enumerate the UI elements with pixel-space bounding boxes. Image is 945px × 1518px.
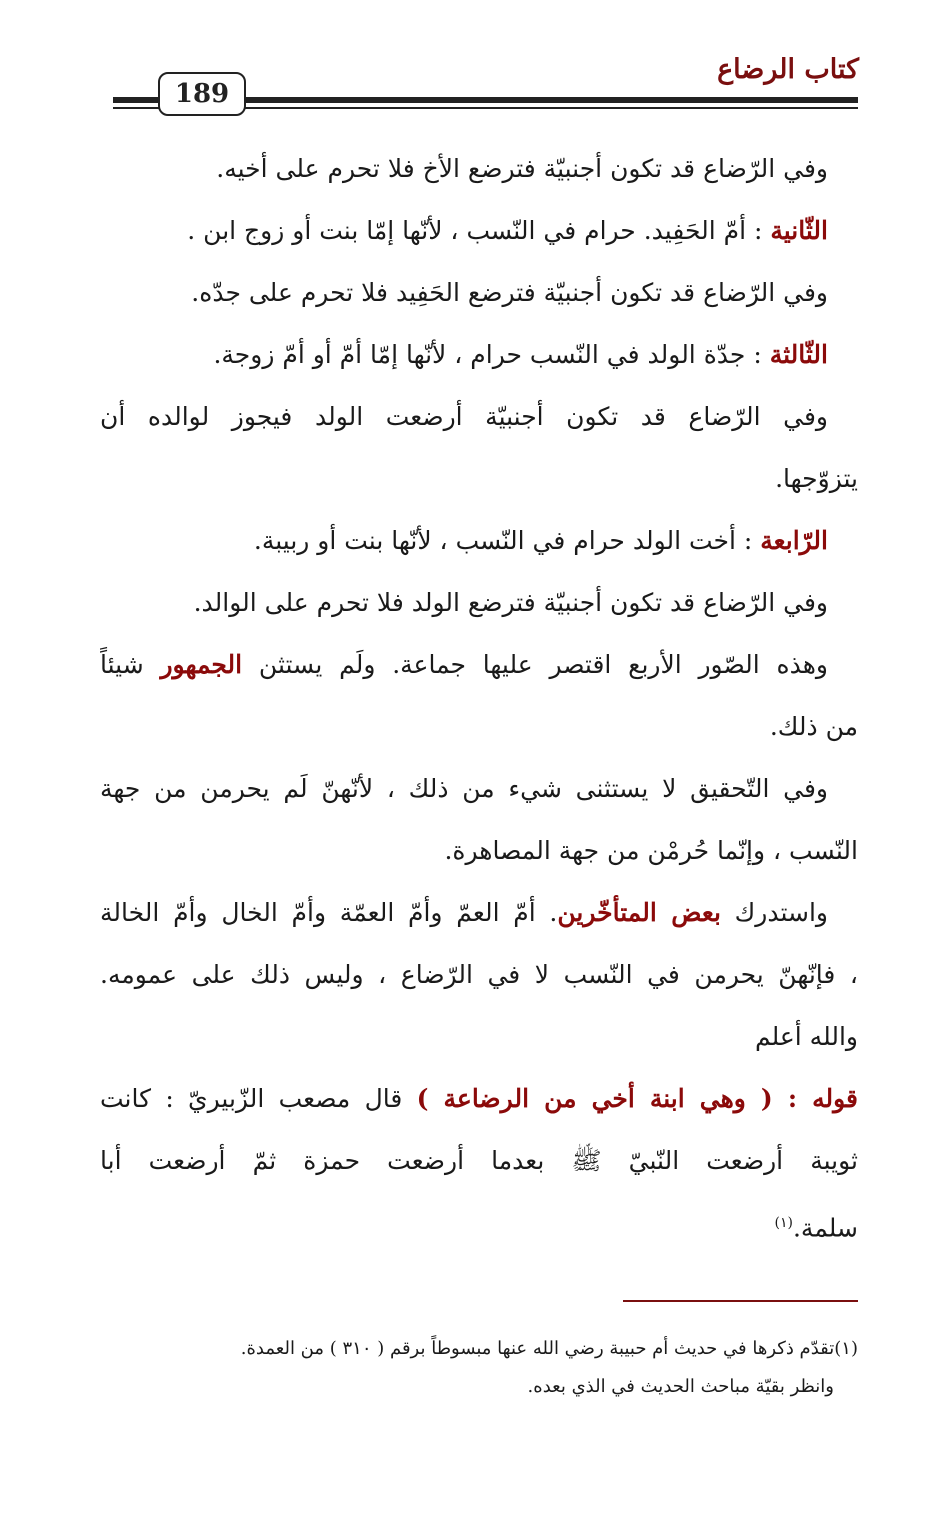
paragraph-line: ، فإنّهنّ يحرمن في النّسب لا في الرّضاع ، وليس ذلك على عمومه.	[100, 960, 858, 989]
paragraph-line: وفي الرّضاع قد تكون أجنبيّة فترضع الحَفِيد فلا تحرم على جدّه.	[191, 278, 828, 307]
footnote-text: (١)تقدّم ذكرها في حديث أم حبيبة رضي الله عنها مبسوطاً برقم ( ٣١٠ ) من العمدة.	[240, 1338, 858, 1359]
line-text: واستدرك	[720, 898, 828, 927]
heading-term: الرّابعة	[760, 526, 828, 555]
footnote-divider	[623, 1300, 858, 1302]
heading-term: الثّانية	[770, 216, 828, 245]
header-rule-right	[242, 97, 858, 103]
highlight-term: بعض المتأخّرين	[557, 898, 721, 927]
paragraph-line	[100, 324, 858, 386]
paragraph-line	[100, 882, 858, 944]
line-text: قال مصعب الزّبيريّ : كانت	[100, 1084, 417, 1113]
line-text: وهذه الصّور الأربع اقتصر عليها جماعة. ولَم يستثن	[242, 650, 828, 679]
page-number: 189	[158, 72, 246, 116]
highlight-term: الجمهور	[160, 650, 243, 679]
body-text	[100, 138, 858, 1254]
line-text: : جدّة الولد في النّسب حرام ، لأنّها إمّا أمّ أو أمّ زوجة.	[213, 340, 770, 369]
line-text: : أمّ الحَفِيد. حرام في النّسب ، لأنّها إمّا بنت أو زوج ابن .	[187, 216, 771, 245]
footnotes	[100, 1330, 858, 1406]
footnote-ref: (١)	[774, 1215, 793, 1231]
paragraph-line: وفي الرّضاع قد تكون أجنبيّة فترضع الأخ فلا تحرم على أخيه.	[216, 154, 828, 183]
paragraph-line	[100, 200, 858, 262]
paragraph-line	[100, 1192, 858, 1254]
line-text: شيئاً	[100, 650, 161, 679]
line-text: سلمة.	[792, 1213, 858, 1243]
paragraph-line: وفي الرّضاع قد تكون أجنبيّة فترضع الولد فلا تحرم على الوالد.	[193, 588, 828, 617]
paragraph-line: يتزوّجها.	[775, 464, 858, 493]
header-rule-left	[113, 97, 158, 103]
footnote-text: وانظر بقيّة مباحث الحديث في الذي بعده.	[527, 1376, 834, 1397]
paragraph-line: ثويبة أرضعت النّبيّ ﷺ بعدما أرضعت حمزة ثمّ أرضعت أبا	[100, 1146, 858, 1175]
book-title: كتاب الرضاع	[717, 54, 859, 85]
heading-term: الثّالثة	[769, 340, 828, 369]
quote-heading: قوله : ( وهي ابنة أخي من الرضاعة )	[416, 1084, 858, 1113]
line-text: : أخت الولد حرام في النّسب ، لأنّها بنت أو ربيبة.	[253, 526, 761, 555]
paragraph-line	[100, 634, 858, 696]
paragraph-line	[100, 510, 858, 572]
paragraph-line: وفي الرّضاع قد تكون أجنبيّة أرضعت الولد فيجوز لوالده أن	[100, 402, 828, 431]
paragraph-line: النّسب ، وإنّما حُرمْن من جهة المصاهرة.	[444, 836, 858, 865]
paragraph-line	[100, 1068, 858, 1130]
line-text: . أمّ العمّ وأمّ العمّة وأمّ الخال وأمّ الخالة	[100, 898, 558, 927]
paragraph-line: والله أعلم	[754, 1022, 858, 1051]
page-header	[0, 0, 945, 120]
paragraph-line: من ذلك.	[769, 712, 858, 741]
paragraph-line: وفي التّحقيق لا يستثنى شيء من ذلك ، لأنّهنّ لَم يحرمن من جهة	[100, 774, 828, 803]
